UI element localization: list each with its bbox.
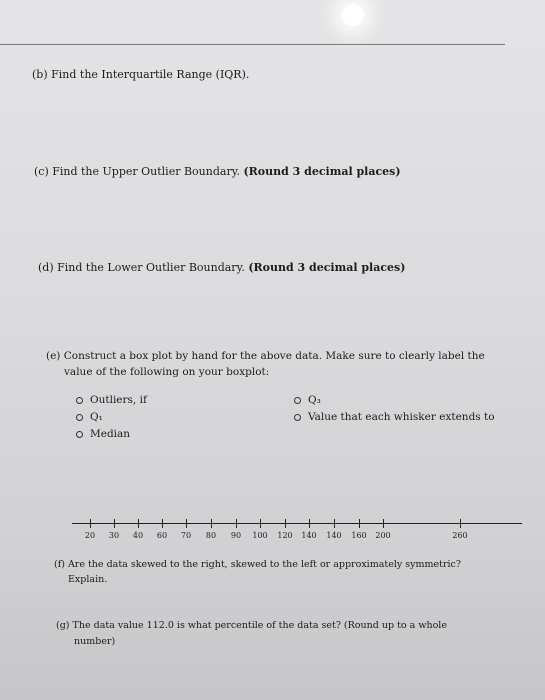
number-line-tick-label: 20 [84,531,96,540]
question-f-line2: Explain. [68,574,108,585]
question-c-round-note: (Round 3 decimal places) [243,165,401,178]
number-line-tick-label: 70 [180,531,192,540]
number-line-tick-label: 260 [452,531,468,540]
bullet-item [76,426,147,443]
question-e-line1: (e) Construct a box plot by hand for the above data. Make sure to clearly label the [46,350,485,362]
number-line-tick [383,519,384,528]
number-line-tick-label: 120 [277,531,293,540]
question-d [38,260,405,275]
bullet-dot-icon [76,414,83,421]
bullet-label: Median [90,428,131,440]
question-g-line2: number) [74,636,116,647]
number-line [72,515,522,545]
number-line-tick-label: 200 [375,531,391,540]
question-g-line1: (g) The data value 112.0 is what percentile of the data set? (Round up to a whole [56,620,447,631]
bullet-label: Outliers, if [90,394,147,406]
bullet-item [294,392,495,409]
bullet-item [76,392,147,409]
separator-line [0,44,505,45]
number-line-tick [114,519,115,528]
number-line-tick [138,519,139,528]
question-e-line2: value of the following on your boxplot: [64,366,270,378]
number-line-tick-label: 140 [326,531,342,540]
number-line-tick [162,519,163,528]
bullets-left [76,392,147,443]
bullet-dot-icon [294,414,301,421]
bullet-item [294,409,495,426]
number-line-tick [460,519,461,528]
question-d-text: (d) Find the Lower Outlier Boundary. [38,261,245,274]
number-line-tick-label: 140 [301,531,317,540]
bullet-label: Value that each whisker extends to [308,411,495,423]
number-line-tick-label: 80 [205,531,217,540]
bullet-label: Q₁ [90,411,103,423]
number-line-tick-label: 30 [108,531,120,540]
number-line-tick [211,519,212,528]
bullet-dot-icon [294,397,301,404]
question-c-text: (c) Find the Upper Outlier Boundary. [34,165,240,178]
number-line-tick [334,519,335,528]
question-d-round-note: (Round 3 decimal places) [248,261,406,274]
question-c [34,164,401,179]
question-b: (b) Find the Interquartile Range (IQR). [32,68,250,81]
number-line-tick [359,519,360,528]
number-line-tick-label: 160 [351,531,367,540]
number-line-tick-label: 40 [132,531,144,540]
number-line-tick [186,519,187,528]
number-line-tick [309,519,310,528]
number-line-tick-label: 90 [230,531,242,540]
bullet-dot-icon [76,397,83,404]
number-line-tick [236,519,237,528]
bullet-dot-icon [76,431,83,438]
bullets-right [294,392,495,426]
camera-flash-glare [342,4,364,26]
number-line-tick-label: 60 [156,531,168,540]
bullet-item [76,409,147,426]
number-line-tick [260,519,261,528]
number-line-axis [72,523,522,524]
number-line-tick [285,519,286,528]
number-line-tick-label: 100 [252,531,268,540]
number-line-tick [90,519,91,528]
question-f-line1: (f) Are the data skewed to the right, skewed to the left or approximately symmetric? [54,559,461,570]
bullet-label: Q₃ [308,394,321,406]
